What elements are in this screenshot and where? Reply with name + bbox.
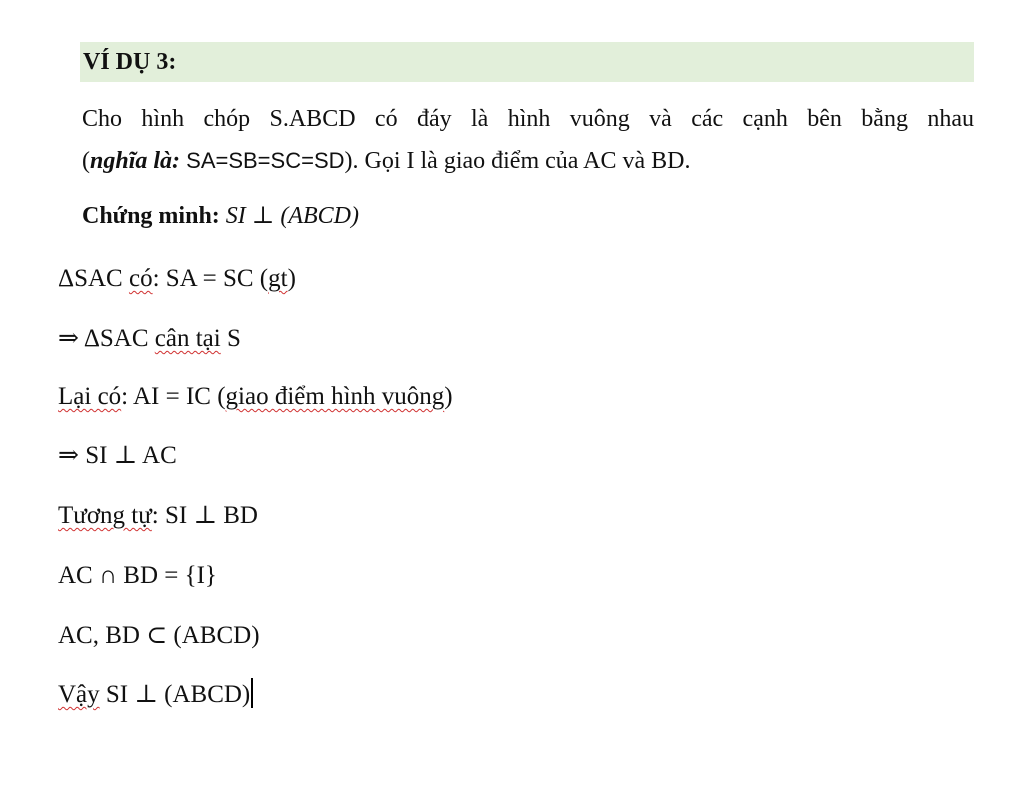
problem-line-2: (nghĩa là: SA=SB=SC=SD). Gọi I là giao điểm của AC và BD. <box>82 148 691 174</box>
problem-equality: SA=SB=SC=SD <box>180 148 345 173</box>
solution-text: ΔSAC <box>58 265 129 292</box>
solution-text: AC ∩ BD = {I} <box>58 562 217 589</box>
spellcheck-flagged-word: có <box>128 265 153 292</box>
solution-text: : SI ⊥ BD <box>151 502 258 529</box>
prove-label: Chứng minh: <box>82 203 220 229</box>
problem-statement <box>82 98 974 182</box>
solution-text: : SA = SC ( <box>152 265 269 292</box>
solution-text: S <box>220 325 241 352</box>
solution-text: AC, BD ⊂ (ABCD) <box>58 622 260 649</box>
spellcheck-flagged-word: Tương tự <box>58 502 152 529</box>
solution-text: ) <box>444 383 453 410</box>
spellcheck-flagged-word: cân tại <box>154 325 221 352</box>
solution-text: SI ⊥ (ABCD) <box>99 681 251 708</box>
heading-highlight <box>80 42 974 82</box>
solution-line[interactable] <box>58 619 260 653</box>
solution-line[interactable] <box>58 499 258 533</box>
prove-expression: SI ⊥ (ABCD) <box>219 203 359 229</box>
solution-line[interactable] <box>58 262 296 296</box>
spellcheck-flagged-word: Vậy <box>58 681 100 708</box>
spellcheck-flagged-word: Lại có <box>58 383 122 410</box>
text-cursor <box>251 678 253 708</box>
solution-text: : AI = IC ( <box>121 383 226 410</box>
solution-text: ⇒ SI ⊥ AC <box>58 442 177 469</box>
prove-statement <box>82 198 359 234</box>
solution-line[interactable] <box>58 439 177 473</box>
solution-text: ) <box>287 265 296 292</box>
example-heading: VÍ DỤ 3: <box>83 49 177 75</box>
problem-note-label: nghĩa là: <box>90 148 181 174</box>
spellcheck-flagged-word: giao điểm hình vuông <box>225 383 445 410</box>
solution-line[interactable] <box>58 678 253 712</box>
solution-line[interactable] <box>58 322 241 356</box>
solution-line[interactable] <box>58 380 453 414</box>
solution-text: ⇒ ΔSAC <box>58 325 155 352</box>
spellcheck-flagged-word: gt <box>268 265 288 292</box>
solution-line[interactable] <box>58 559 217 593</box>
problem-line-1: Cho hình chóp S.ABCD có đáy là hình vuông và các cạnh bên bằng nhau <box>82 106 974 132</box>
